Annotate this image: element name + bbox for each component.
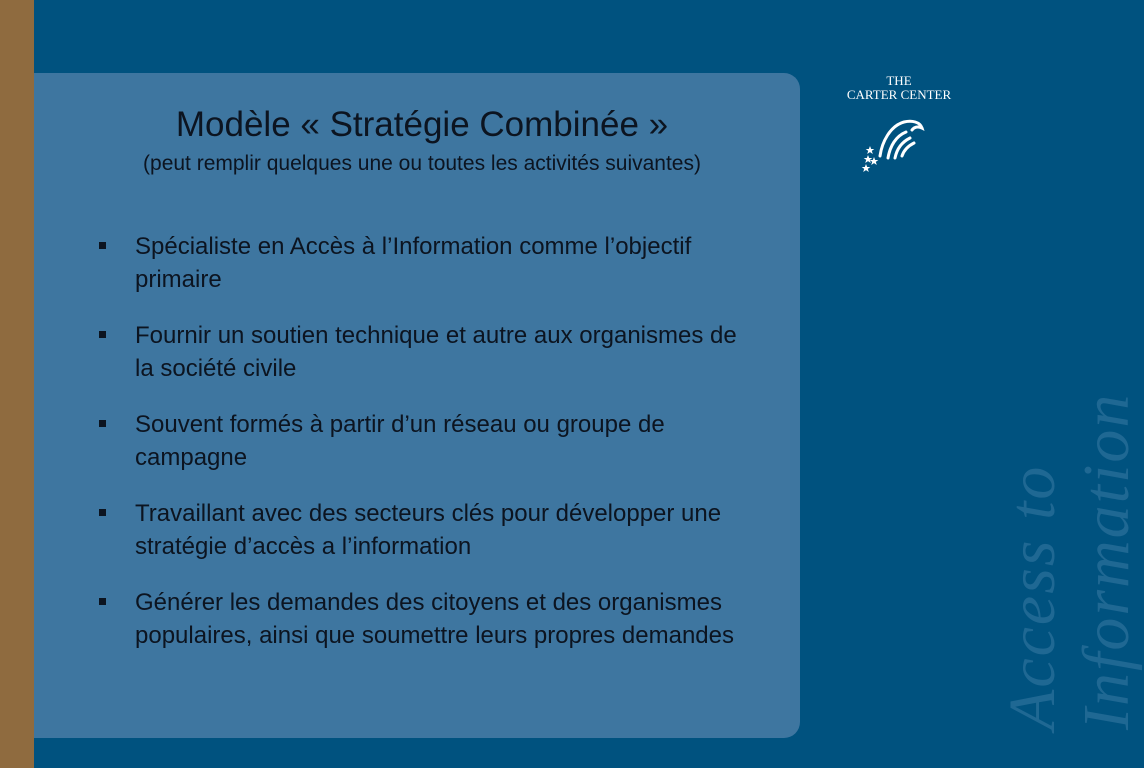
bullet-square-icon <box>99 420 106 427</box>
bullet-item <box>96 586 756 652</box>
bullet-list <box>96 230 756 675</box>
bullet-square-icon <box>99 242 106 249</box>
watermark-line-1: Access to <box>996 464 1069 730</box>
bullet-square-icon <box>99 331 106 338</box>
logo-line-carter-center: CARTER CENTER <box>846 87 952 102</box>
bullet-item <box>96 319 756 385</box>
bullet-text: Travaillant avec des secteurs clés pour développer une stratégie d’accès a l’information <box>135 500 722 560</box>
bullet-text: Générer les demandes des citoyens et des organismes populaires, ainsi que soumettre leurs propres demandes <box>135 589 735 649</box>
bullet-square-icon <box>99 598 106 605</box>
eagle-icon <box>860 112 926 172</box>
slide-title-block <box>34 104 810 179</box>
bullet-text: Souvent formés à partir d’un réseau ou groupe de campagne <box>135 411 665 471</box>
bullet-item <box>96 497 756 563</box>
watermark-line-2: Information <box>1070 392 1143 730</box>
logo-line-the: THE <box>886 73 912 88</box>
slide-subtitle: (peut remplir quelques une ou toutes les activités suivantes) <box>143 152 701 175</box>
bullet-item <box>96 230 756 296</box>
side-stripe <box>0 0 34 768</box>
bullet-text: Spécialiste en Accès à l’Information comme l’objectif primaire <box>135 233 692 293</box>
bullet-text: Fournir un soutien technique et autre aux organismes de la société civile <box>135 322 737 382</box>
bullet-square-icon <box>99 509 106 516</box>
bullet-item <box>96 408 756 474</box>
access-to-information-watermark <box>996 393 1144 730</box>
carter-center-logo <box>826 74 972 102</box>
slide-title: Modèle « Stratégie Combinée » <box>175 105 669 144</box>
